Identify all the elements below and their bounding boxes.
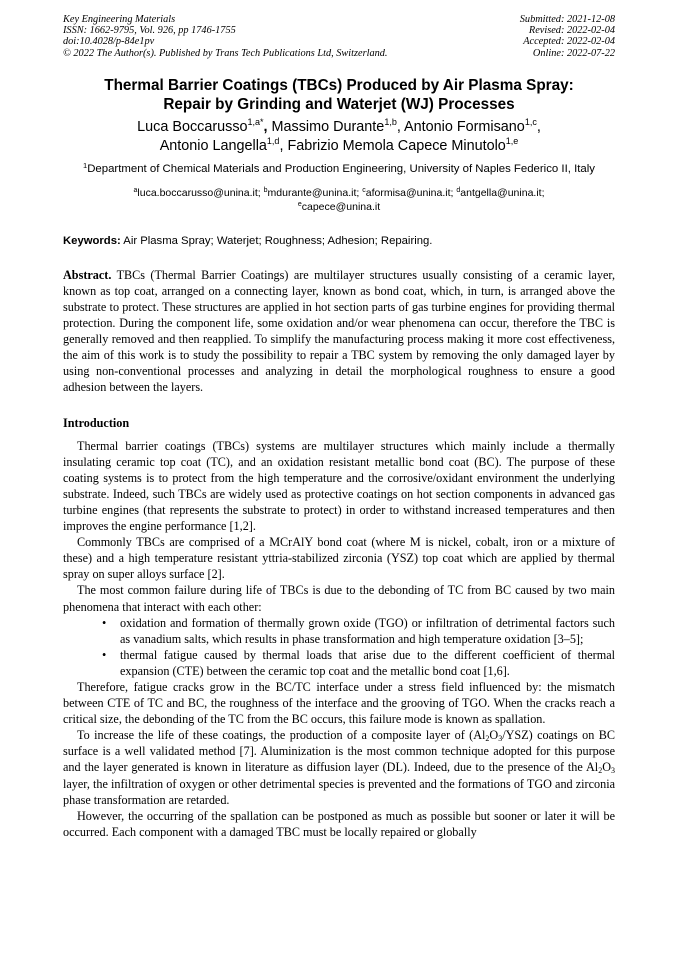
email[interactable]: $^a$luca.boccarusso@unina.it; — [133, 186, 264, 199]
list-item: • oxidation and formation of thermally grown oxide (TGO) or infiltration of detrimental factors such as vanadium salts, which results in phase transformation and high temperature oxidation [3–5]; — [102, 615, 615, 646]
keywords-text: Air Plasma Spray; Waterjet; Roughness; Adhesion; Repairing. — [123, 234, 433, 247]
header-left — [63, 14, 387, 59]
email-list — [63, 186, 615, 214]
abstract-text: TBCs (Thermal Barrier Coatings) are multilayer structures usually consisting of a ceramic layer, known as top coat, arranged on a connecting layer, known as bond coat, which, in turn, is arranged above the substrate to protect. These structures are applied in hot section parts of gas turbine engines for providing thermal protection. During the component life, some oxidation and/or wear phenomena can occur, therefore the TBC is generally removed and then reapplied. To simplify the manufacturing process making it more cost effectiveness, the aim of this work is to study the possibility to repair a TBC system by removing the only damaged layer by using non-conventional processes and analyzing in detail the morphological roughness to ensure a good adhesion between the layers. — [63, 267, 615, 395]
abstract-label: Abstract. — [63, 267, 112, 282]
revised-date: Revised: 2022-02-04 — [528, 25, 615, 37]
author: Antonio Langella$^{1,d}$, — [159, 135, 288, 154]
email[interactable]: $^e$capece@unina.it — [297, 200, 381, 213]
introduction-body — [63, 438, 615, 840]
keywords-label: Keywords: — [63, 234, 121, 247]
author: Luca Boccarusso$^{1,a*}$, — [137, 116, 272, 135]
submitted-date: Submitted: 2021-12-08 — [519, 14, 615, 25]
bullet-list — [63, 615, 615, 679]
publication-header — [63, 14, 615, 59]
doi-line: doi:10.4028/p-84e1pv — [63, 36, 155, 48]
list-item: • thermal fatigue caused by thermal loads that arise due to the different coefficient of thermal expansion (CTE) between the ceramic top coat and the metallic bond coat [1,6]. — [102, 647, 615, 678]
title-line-2: Repair by Grinding and Waterjet (WJ) Processes — [163, 95, 515, 113]
title-line-1: Thermal Barrier Coatings (TBCs) Produced by Air Plasma Spray: — [104, 76, 574, 94]
keywords — [63, 234, 615, 248]
author: Massimo Durante$^{1,b}$, — [271, 116, 405, 135]
paragraph: Commonly TBCs are comprised of a MCrAlY bond coat (where M is nickel, cobalt, iron or a mixture of these) and a high temperature resistant yttria-stabilized zirconia (YSZ) top coat which are applied by thermal spray on super alloys surface [2]. — [63, 535, 615, 582]
affiliation: $^1$Department of Chemical Materials and Production Engineering, University of Naples Federico II, Italy — [83, 160, 595, 175]
email[interactable]: $^b$mdurante@unina.it; — [263, 186, 363, 199]
author: Fabrizio Memola Capece Minutolo$^{1,e}$ — [287, 135, 519, 154]
email[interactable]: $^c$aformisa@unina.it; — [362, 186, 457, 199]
header-right — [520, 14, 615, 59]
abstract — [63, 267, 615, 396]
paragraph: Thermal barrier coatings (TBCs) systems are multilayer structures which mainly include a thermally insulating ceramic top coat (TC), and an oxidation resistant metallic bond coat (BC). The purpose of these coating systems is to protect from the high temperature and the corrosive/oxidant environment the underlying substrate. Indeed, such TBCs are widely used as protective coatings on hot section components in advanced gas turbine engines (that represents the substrate to protect) in order to withstand increased temperatures and then improves the engine performance [1,2]. — [63, 438, 615, 534]
journal-name: Key Engineering Materials — [63, 14, 176, 25]
paper-page — [63, 14, 615, 840]
email[interactable]: $^d$antgella@unina.it; — [456, 186, 545, 199]
paragraph: Therefore, fatigue cracks grow in the BC/TC interface under a stress field influenced by: the mismatch between CTE of TC and BC, the roughness of the interface and the grooving of TGO. When the cracks reach a critical size, the debonding of the TC from the BC occurs, this failure mode is known as spallation. — [63, 679, 615, 727]
bullet-icon: • — [102, 615, 107, 630]
paragraph: The most common failure during life of TBCs is due to the debonding of TC from BC caused by two main phenomena that interact with each other: — [63, 583, 615, 614]
author-list — [63, 118, 615, 156]
online-date: Online: 2022-07-22 — [532, 47, 615, 59]
paragraph: To increase the life of these coatings, the production of a composite layer of $(Al_2O_3/YSZ)$ coatings on BC surface is a well validated method [7]. Aluminization is the most common technique adopted for this purpose and the layer generated is known in literature as diffusion layer (DL). Indeed, due to the presence of the $Al_2O_3$ layer, the infiltration of oxygen or other detrimental species is prevented and the formations of TGO and zirconia phase transformation are retarded. — [63, 728, 615, 807]
author: Antonio Formisano$^{1,c}$, — [404, 116, 541, 135]
paper-title — [63, 76, 615, 114]
issn-line: ISSN: 1662-9795, Vol. 926, pp 1746-1755 — [63, 25, 236, 37]
accepted-date: Accepted: 2022-02-04 — [523, 36, 615, 48]
introduction-heading: Introduction — [63, 415, 130, 430]
bullet-icon: • — [102, 647, 107, 662]
copyright-line: © 2022 The Author(s). Published by Trans Tech Publications Ltd, Switzerland. — [63, 47, 388, 59]
paragraph: However, the occurring of the spallation can be postponed as much as possible but sooner or later it will be occurred. Each component with a damaged TBC must be locally repaired or globally — [63, 808, 615, 839]
